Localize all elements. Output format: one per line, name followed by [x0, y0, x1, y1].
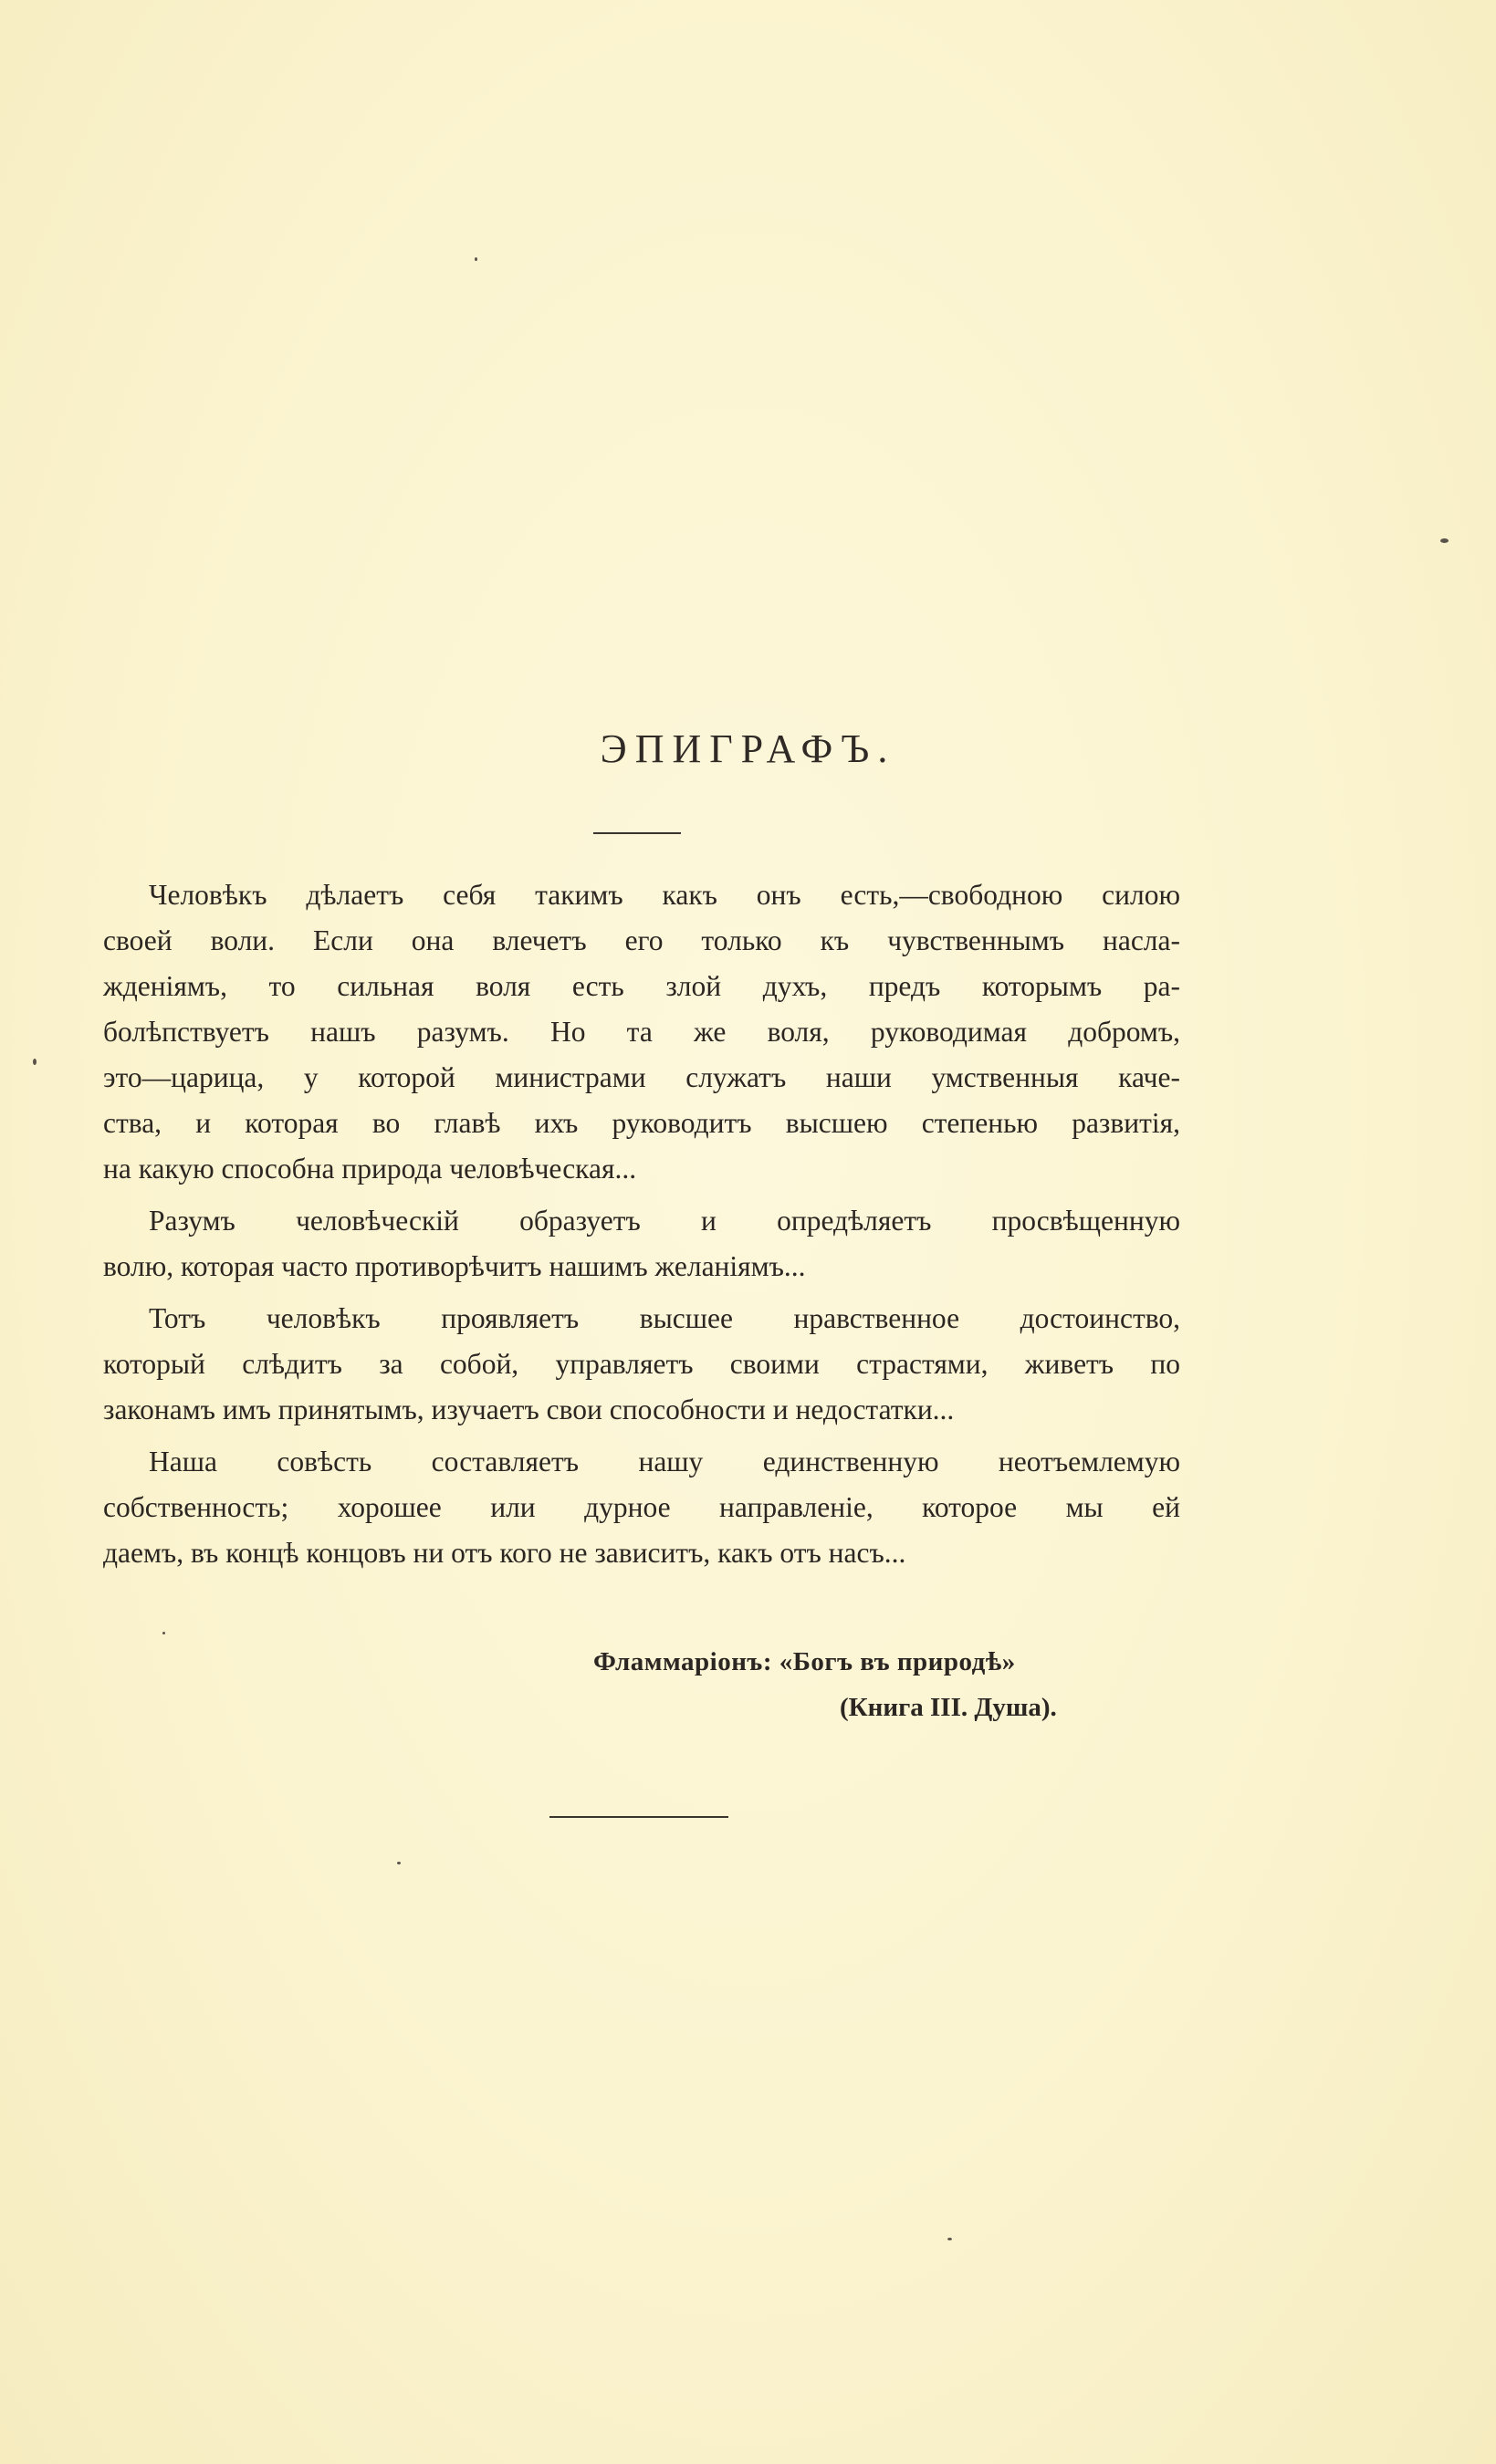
paragraph-1: [103, 872, 1180, 1192]
text-line: болѣпствуетъ нашъ разумъ. Но та же воля, руководимая добромъ,: [103, 1016, 1180, 1048]
attribution-source: Фламмаріонъ: «Богъ въ природѣ»: [593, 1647, 1016, 1676]
paper-speck: [397, 1862, 401, 1864]
text-line: который слѣдитъ за собой, управляетъ своими страстями, живетъ по: [103, 1348, 1180, 1380]
paper-speck: [475, 257, 477, 261]
paper-speck: [33, 1059, 37, 1065]
attribution: [593, 1639, 1104, 1730]
paper-speck: [947, 2238, 952, 2240]
paper-speck: [1440, 538, 1449, 543]
text-line: ства, и которая во главѣ ихъ руководитъ высшею степенью развитія,: [103, 1107, 1180, 1139]
title-divider: [593, 832, 681, 834]
paragraph-2: [103, 1198, 1180, 1289]
text-line: жденіямъ, то сильная воля есть злой духъ, предъ которымъ ра-: [103, 970, 1180, 1002]
text-line: законамъ имъ принятымъ, изучаетъ свои способности и недостатки...: [103, 1394, 955, 1425]
paragraph-4: [103, 1439, 1180, 1576]
page-title: ЭПИГРАФЪ.: [600, 726, 896, 771]
text-line: Наша совѣсть составляетъ нашу единственную неотъемлемую: [149, 1446, 1180, 1477]
text-line: своей воли. Если она влечетъ его только къ чувственнымъ насла-: [103, 924, 1180, 956]
paper-speck: [162, 1632, 165, 1634]
text-line: Человѣкъ дѣлаетъ себя такимъ какъ онъ есть,—свободною силою: [149, 879, 1180, 911]
text-line: волю, которая часто противорѣчитъ нашимъ желаніямъ...: [103, 1250, 806, 1282]
text-line: Тотъ человѣкъ проявляетъ высшее нравственное достоинство,: [149, 1302, 1180, 1334]
epigraph-body: [103, 872, 1180, 1582]
text-line: на какую способна природа человѣческая...: [103, 1153, 637, 1185]
text-line: даемъ, въ концѣ концовъ ни отъ кого не зависитъ, какъ отъ насъ...: [103, 1537, 906, 1569]
text-line: это—царица, у которой министрами служатъ наши умственныя каче-: [103, 1061, 1180, 1093]
attribution-reference: (Книга III. Душа).: [840, 1693, 1057, 1722]
closing-divider: [549, 1816, 728, 1818]
paragraph-3: [103, 1296, 1180, 1433]
text-line: Разумъ человѣческій образуетъ и опредѣляетъ просвѣщенную: [149, 1205, 1180, 1237]
text-line: собственность; хорошее или дурное направленіе, которое мы ей: [103, 1491, 1180, 1523]
